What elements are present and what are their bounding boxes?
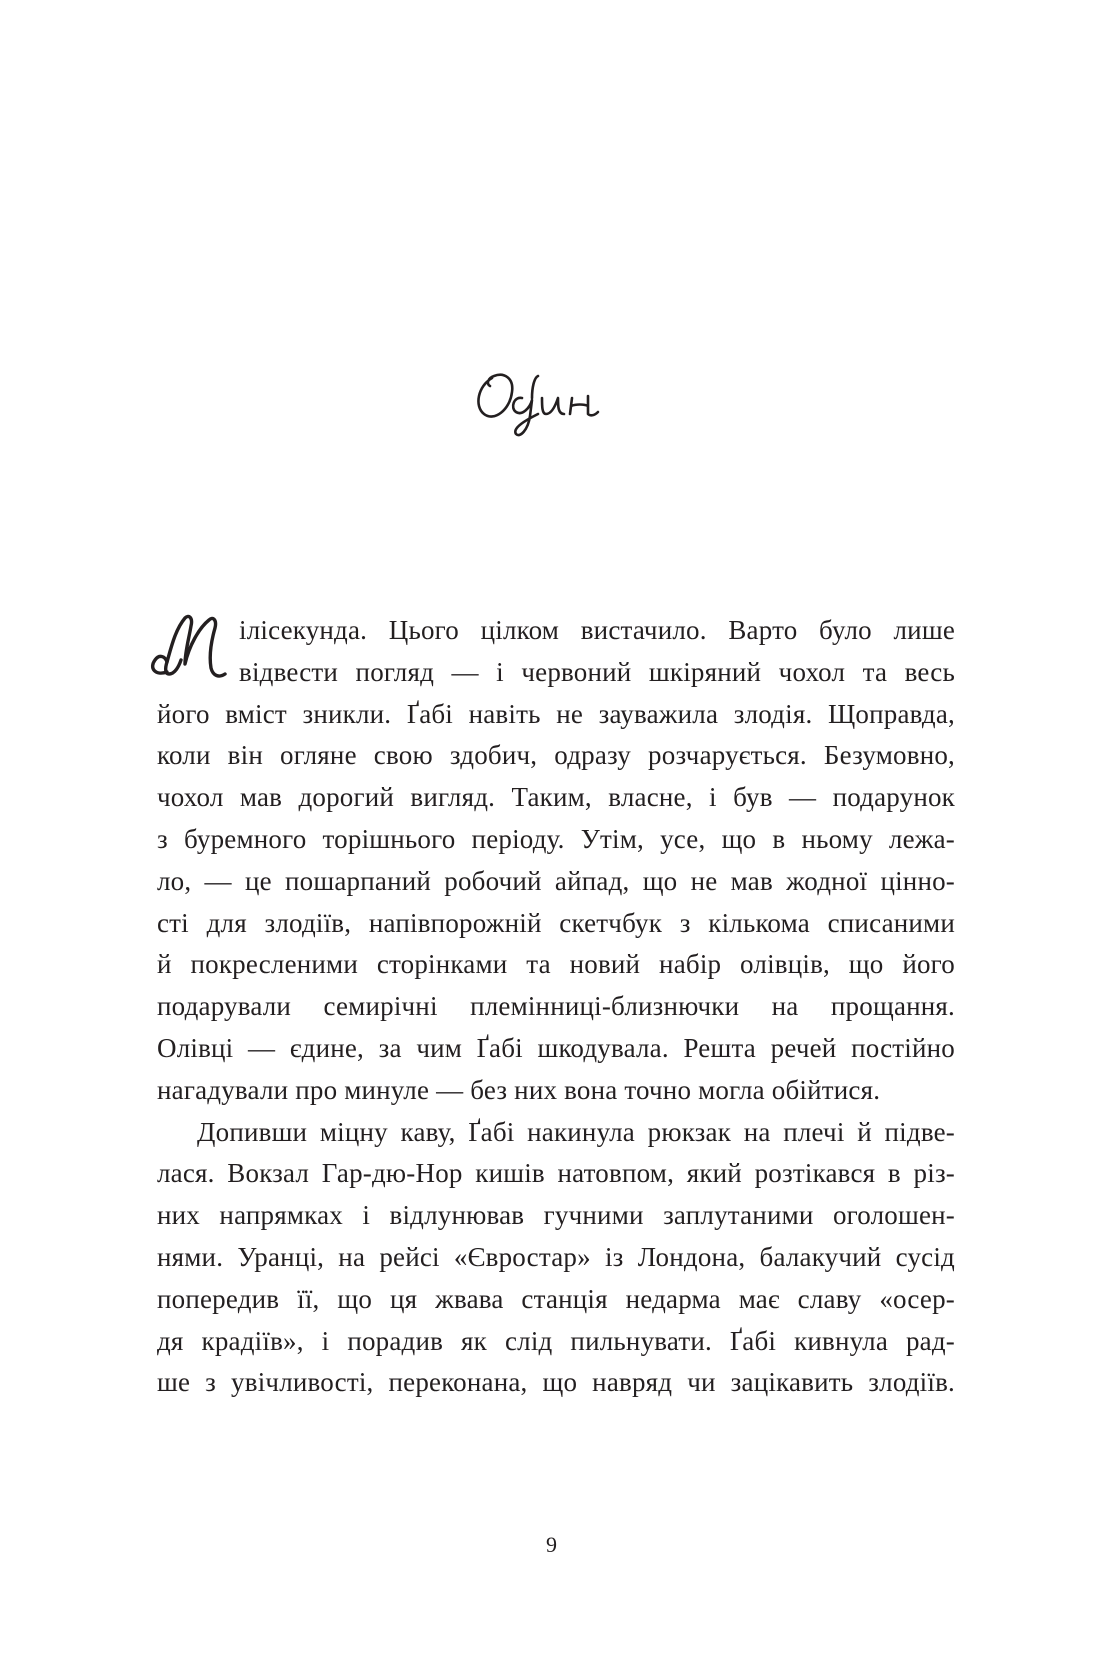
text-line: відвести погляд — і червоний шкіряний чохол та весь [239, 656, 955, 687]
text-line: нагадували про минуле — без них вона точно могла обійтися. [157, 1074, 881, 1105]
text-line: подарували семирічні племінниці-близнючки на прощання. [157, 991, 955, 1022]
text-line: й покресленими сторінками та новий набір олівців, що його [157, 949, 955, 980]
text-line: чохол мав дорогий вигляд. Таким, власне, і був — подарунок [157, 782, 955, 813]
page-number: 9 [546, 1532, 557, 1557]
text-line: сті для злодіїв, напівпорожній скетчбук з кількома списаними [157, 907, 955, 938]
text-line: лася. Вокзал Гар-дю-Нор кишів натовпом, який розтікався в різ- [157, 1158, 955, 1189]
text-line: його вміст зникли. Ґабі навіть не зауважила злодія. Щоправда, [157, 698, 955, 729]
chapter-title [0, 358, 1103, 448]
chapter-body [157, 610, 955, 1404]
text-line: з буремного торішнього періоду. Утім, усе, що в ньому лежа- [157, 823, 955, 854]
text-line: ше з увічливості, переконана, що навряд чи зацікавить злодіїв. [157, 1367, 955, 1398]
text-line: ло, — це пошарпаний робочий айпад, що не мав жодної цінно- [157, 865, 955, 896]
text-line: нями. Уранці, на рейсі «Євростар» із Лондона, балакучий сусід [157, 1241, 955, 1272]
paragraph-2 [157, 1112, 955, 1405]
text-line: Олівці — єдине, за чим Ґабі шкодувала. Решта речей постійно [157, 1032, 955, 1063]
paragraph-1 [157, 610, 955, 1112]
chapter-title-script [472, 358, 632, 448]
text-line: Допивши міцну каву, Ґабі накинула рюкзак на плечі й підве- [197, 1116, 955, 1147]
text-line: коли він огляне свою здобич, одразу розчарується. Безумовно, [157, 740, 955, 771]
text-line: ілісекунда. Цього цілком вистачило. Варто було лише [239, 615, 955, 645]
text-line: дя крадіїв», і порадив як слід пильнувати. Ґабі кивнула рад- [157, 1325, 955, 1356]
text-line: попередив її, що ця жвава станція недарма має славу «осер- [157, 1283, 955, 1314]
text-line: них напрямках і відлунював гучними заплутаними оголошен- [157, 1200, 955, 1231]
drop-cap-m [145, 612, 235, 684]
